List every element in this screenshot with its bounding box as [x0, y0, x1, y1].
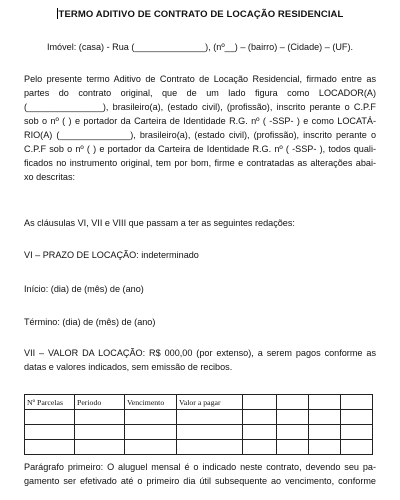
table-cell: [75, 425, 125, 440]
text-cursor: [57, 8, 58, 19]
table-cell: [177, 440, 243, 455]
clause-vi-heading: VI – PRAZO DE LOCAÇÃO: indeterminado: [24, 250, 199, 260]
intro-line: C.P.F sob o nº ( ) e portador da Carteira de Identidade R.G. nº ( -SSP- ), todos quali-: [24, 144, 376, 154]
table-header-cell: Valor a pagar: [177, 395, 243, 410]
table-cell: [309, 440, 341, 455]
table-header-cell: [277, 395, 309, 410]
table-header-cell: Nº Parcelas: [25, 395, 75, 410]
table-header-cell: [341, 395, 373, 410]
table-cell: [277, 410, 309, 425]
table-cell: [177, 425, 243, 440]
table-cell: [25, 425, 75, 440]
clause-vi-end: Término: (dia) de (mês) de (ano): [24, 317, 156, 327]
property-line: Imóvel: (casa) - Rua (______________), (nº__) – (bairro) – (Cidade) – (UF).: [46, 42, 354, 52]
paragraph-one-line: Parágrafo primeiro: O aluguel mensal é o indicado neste contrato, devendo seu pa-: [24, 462, 376, 472]
clause-vii-line: VII – VALOR DA LOCAÇÃO: R$ 000,00 (por extenso), a serem pagos conforme as: [24, 348, 376, 358]
table-cell: [125, 410, 177, 425]
table-header-cell: [309, 395, 341, 410]
intro-line: sob o nº ( ) e portador da Carteira de Identidade R.G. nº ( -SSP- ) e como LOCATÁ-: [24, 116, 376, 126]
clause-vi-start: Início: (dia) de (mês) de (ano): [24, 284, 144, 294]
table-cell: [243, 425, 277, 440]
table-cell: [309, 410, 341, 425]
clause-vii-line: datas e valores indicados, sem emissão de recibos.: [24, 362, 233, 372]
table-row: [25, 425, 373, 440]
table-header-cell: Periodo: [75, 395, 125, 410]
table-cell: [177, 410, 243, 425]
intro-line: ficados no instrumento original, tem por bom, firme e contratadas as alterações abai-: [24, 158, 376, 168]
table-cell: [243, 440, 277, 455]
table-row: [25, 440, 373, 455]
table-header-row: [25, 395, 373, 410]
table-cell: [25, 410, 75, 425]
table-cell: [25, 440, 75, 455]
document-title: TERMO ADITIVO DE CONTRATO DE LOCAÇÃO RESIDENCIAL: [58, 9, 344, 20]
intro-line: xo descritas:: [24, 172, 76, 182]
table-cell: [309, 425, 341, 440]
installments-table: [24, 394, 373, 455]
table-cell: [75, 410, 125, 425]
table-cell: [341, 410, 373, 425]
table-cell: [125, 425, 177, 440]
table-cell: [277, 440, 309, 455]
table-row: [25, 410, 373, 425]
table-header-cell: [243, 395, 277, 410]
table-header-cell: Vencimento: [125, 395, 177, 410]
table-cell: [341, 440, 373, 455]
table-cell: [75, 440, 125, 455]
table-cell: [125, 440, 177, 455]
paragraph-one-line: gamento ser efetivado até o primeiro dia útil subsequente ao vencimento, conforme: [24, 476, 376, 486]
clauses-intro: As cláusulas VI, VII e VIII que passam a ter as seguintes redações:: [24, 218, 295, 228]
intro-line: Pelo presente termo Aditivo de Contrato de Locação Residencial, firmado entre as: [24, 74, 376, 84]
table-cell: [277, 425, 309, 440]
intro-line: RIO(A) (______________), brasileiro(a), (estado civil), (profissão), inscrito perante o: [24, 130, 376, 140]
intro-line: partes do contrato original, que de um lado figura como LOCADOR(A): [24, 88, 376, 98]
intro-line: (_______________), brasileiro(a), (estado civil), (profissão), inscrito perante o C.P.F: [24, 102, 376, 112]
table-cell: [243, 410, 277, 425]
table-cell: [341, 425, 373, 440]
